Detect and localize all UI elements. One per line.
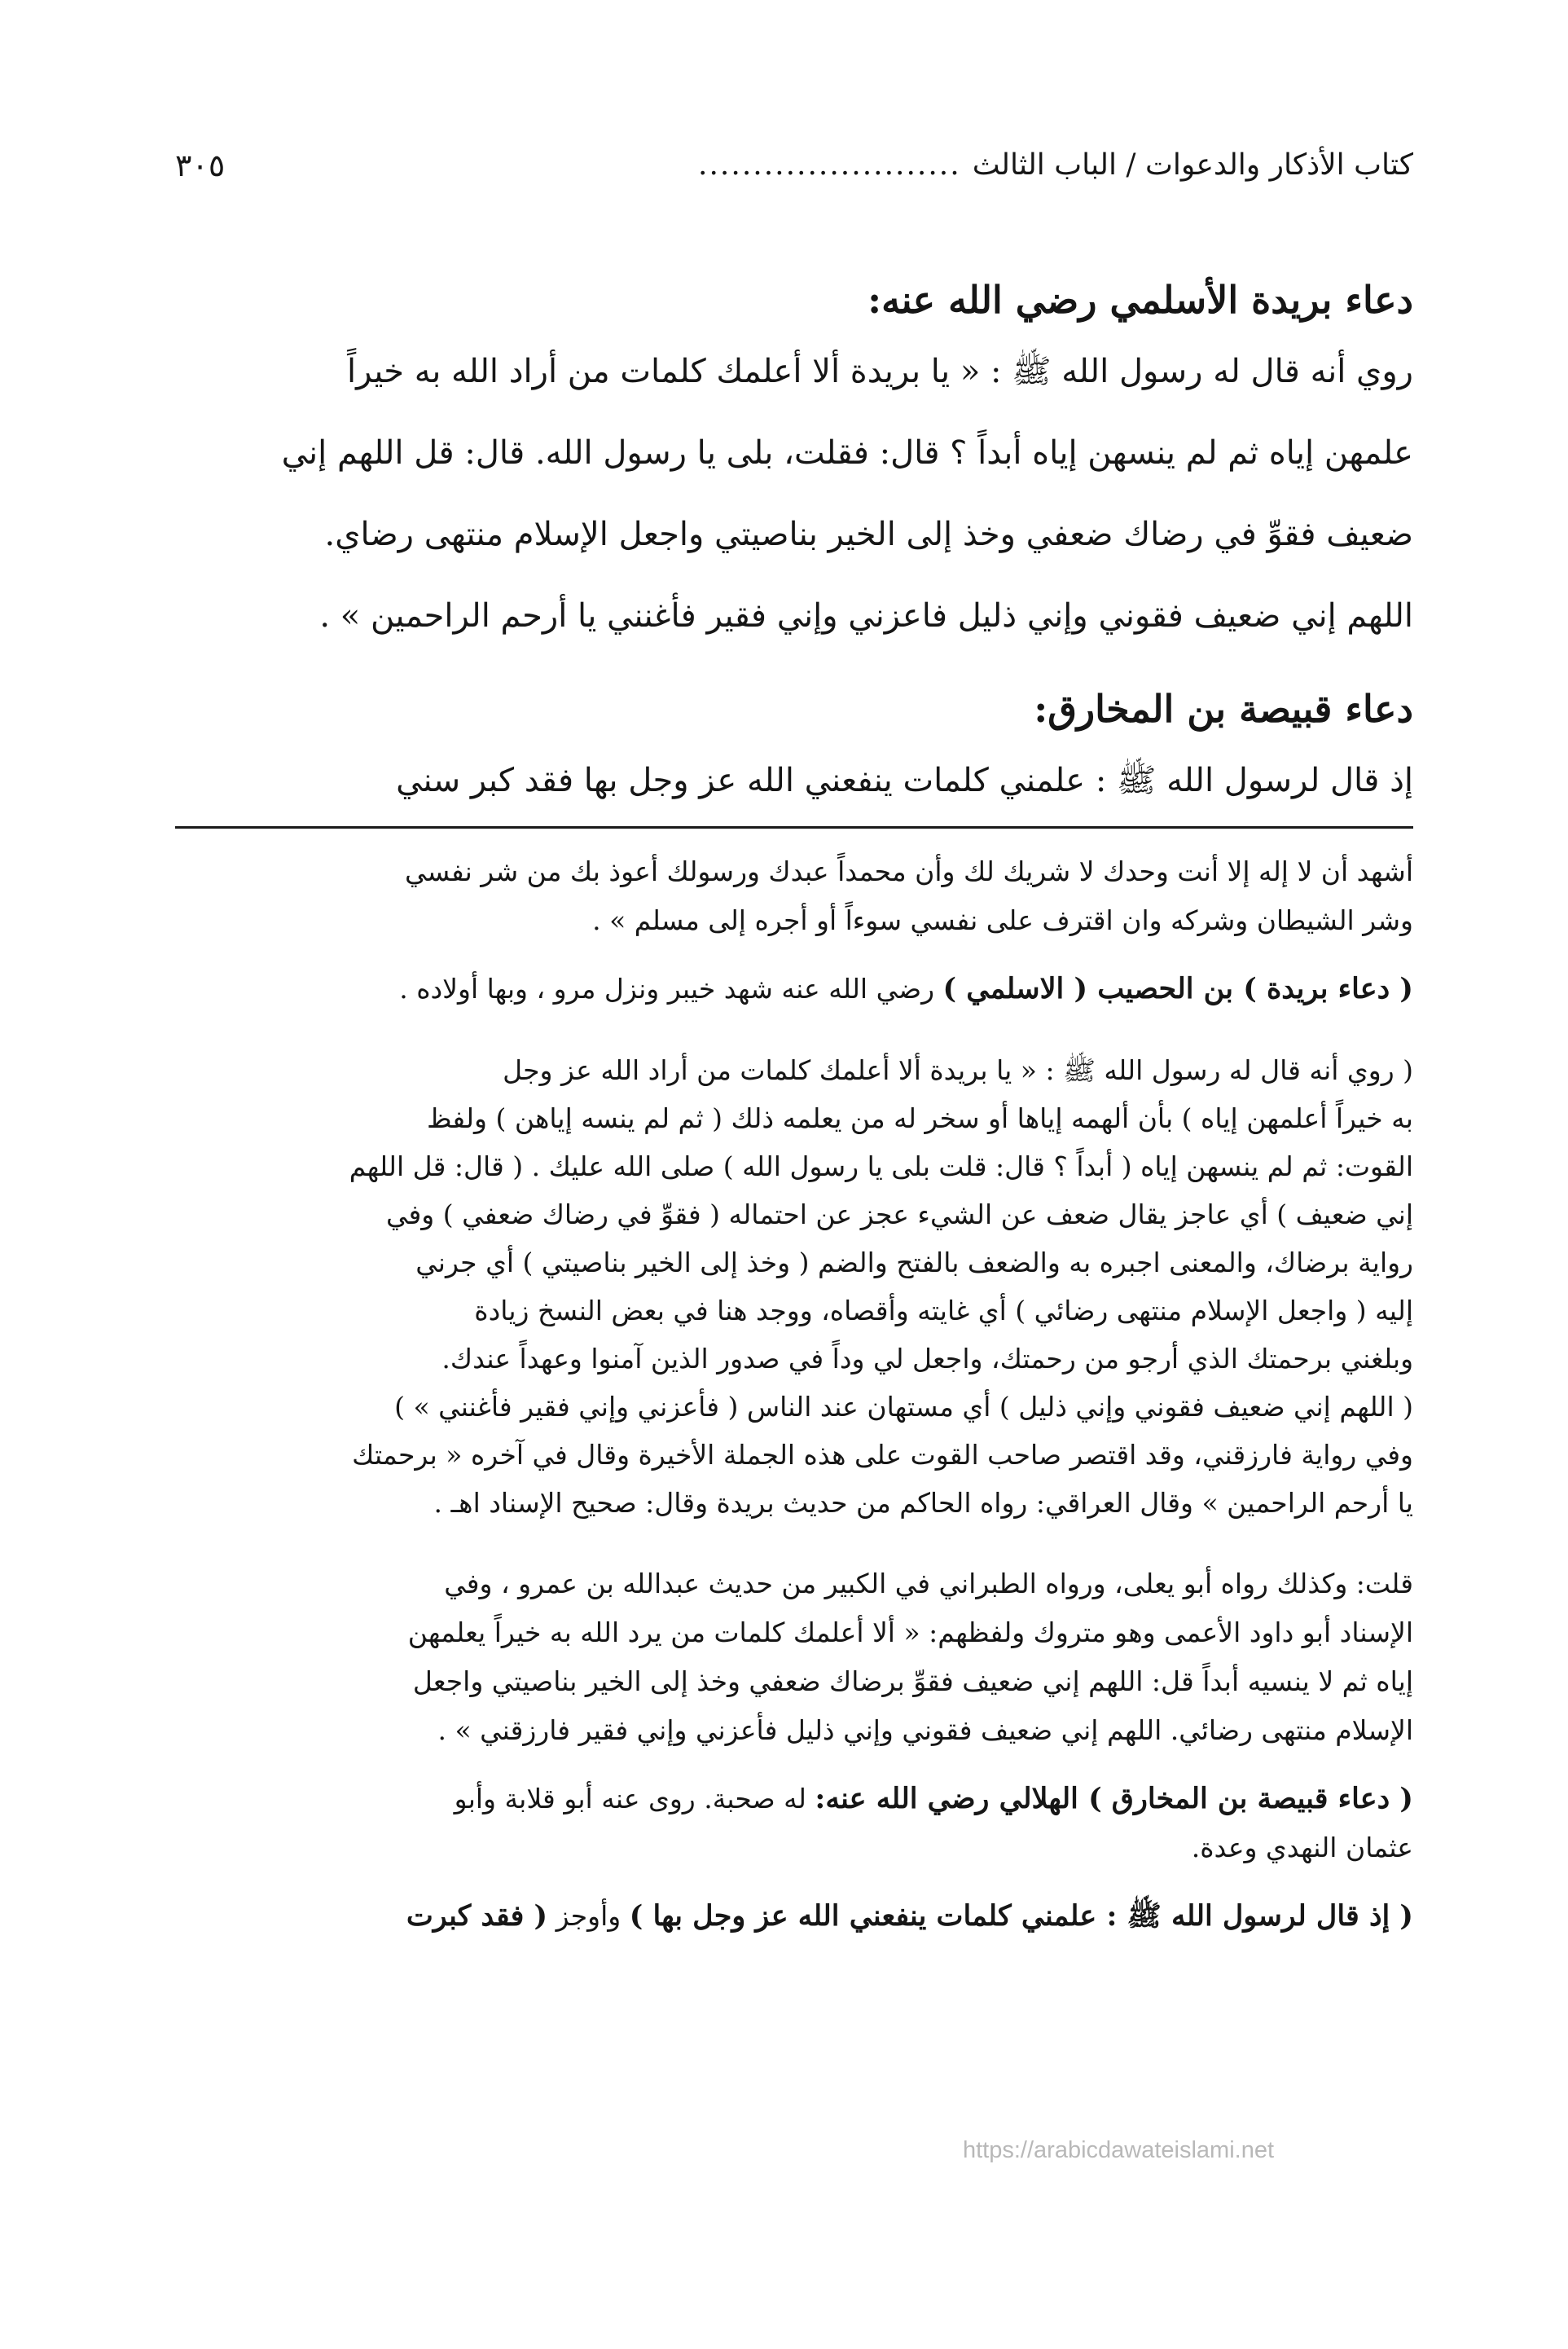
section-title-qabisa: دعاء قبيصة بن المخارق: <box>1034 687 1413 731</box>
commentary-paragraph <box>175 1046 1413 1527</box>
commentary-line: قلت: وكذلك رواه أبو يعلى، ورواه الطبراني في الكبير من حديث عبدالله بن عمرو ، وفي <box>444 1568 1413 1599</box>
commentary-line: الإسلام منتهى رضائي. اللهم إني ضعيف فقوني وإني ذليل فأعزني وإني فقير فارزقني » . <box>437 1714 1413 1746</box>
page-number: ٣٠٥ <box>175 147 226 183</box>
commentary-line: وبلغني برحمتك الذي أرجو من رحمتك، واجعل لي وداً في صدور الذين آمنوا وعهداً عندك. <box>441 1343 1413 1375</box>
running-header <box>175 137 1413 194</box>
bold-heading: ( دعاء بريدة ) بن الحصيب ( الاسلمي ) <box>942 972 1413 1005</box>
bold-quote: ( فقد كبرت <box>406 1899 548 1933</box>
commentary-block <box>175 847 1413 1941</box>
commentary-line: إياه ثم لا ينسيه أبداً قل: اللهم إني ضعيف فقوِّ برضاك ضعفي وخذ إلى الخير بناصيتي واجعل <box>412 1665 1413 1697</box>
header-title: كتاب الأذكار والدعوات / الباب الثالث <box>972 148 1413 182</box>
commentary-line: وفي رواية فارزقني، وقد اقتصر صاحب القوت على هذه الجملة الأخيرة وقال في آخره « برحمتك <box>352 1439 1413 1471</box>
watermark-url: https://arabicdawateislami.net <box>963 2137 1275 2163</box>
body-line: إذ قال لرسول الله ﷺ : علمني كلمات ينفعني الله عز وجل بها فقد كبر سني <box>396 762 1413 799</box>
line-mid: وأوجز <box>547 1900 630 1932</box>
body-line: ضعيف فقوِّ في رضاك ضعفي وخذ إلى الخير بناصيتي واجعل الإسلام منتهى رضاي. <box>324 516 1413 553</box>
commentary-line: وشر الشيطان وشركه وان اقترف على نفسي سوءاً أو أجره إلى مسلم » . <box>592 904 1413 936</box>
commentary-line: ( اللهم إني ضعيف فقوني وإني ذليل ) أي مستهان عند الناس ( فأعزني وإني فقير فأغنني » ) <box>394 1391 1413 1423</box>
heading-rest: رضي الله عنه شهد خيبر ونزل مرو ، وبها أولاده . <box>399 973 943 1005</box>
commentary-line: القوت: ثم لم ينسهن إياه ( أبداً ؟ قال: قلت بلى يا رسول الله ) صلى الله عليك . ( قال: قل اللهم <box>349 1150 1413 1182</box>
qultu-paragraph <box>175 1559 1413 1755</box>
bold-quote: ( إذ قال لرسول الله ﷺ : علمني كلمات ينفعني الله عز وجل بها ) <box>629 1899 1413 1933</box>
footnote-divider <box>175 826 1413 829</box>
commentary-line: إني ضعيف ) أي عاجز يقال ضعف عن الشيء عجز عن احتماله ( فقوِّ في رضاك ضعفي ) وفي <box>386 1199 1413 1230</box>
header-dots: ........................ <box>698 148 961 182</box>
commentary-heading-buraida <box>175 965 1413 1014</box>
section-title-buraida: دعاء بريدة الأسلمي رضي الله عنه: <box>867 278 1413 322</box>
commentary-line: به خيراً أعلمهن إياه ) بأن ألهمه إياها أو سخر له من يعلمه ذلك ( ثم لم ينسه إياهن ) ولفظ <box>426 1102 1413 1134</box>
body-line: روي أنه قال له رسول الله ﷺ : « يا بريدة ألا أعلمك كلمات من أراد الله به خيراً <box>347 353 1413 390</box>
commentary-line: ( روي أنه قال له رسول الله ﷺ : « يا بريدة ألا أعلمك كلمات من أراد الله عز وجل <box>503 1054 1413 1086</box>
commentary-last-line <box>175 1892 1413 1941</box>
body-line: علمهن إياه ثم لم ينسهن إياه أبداً ؟ قال: فقلت، بلى يا رسول الله. قال: قل اللهم إني <box>281 434 1413 472</box>
commentary-line: أشهد أن لا إله إلا أنت وحدك لا شريك لك وأن محمداً عبدك ورسولك أعوذ بك من شر نفسي <box>404 856 1413 887</box>
body-line: اللهم إني ضعيف فقوني وإني ذليل فاعزني وإني فقير فأغنني يا أرحم الراحمين » . <box>319 597 1413 635</box>
commentary-line: رواية برضاك، والمعنى اجبره به والضعف بالفتح والضم ( وخذ إلى الخير بناصيتي ) أي جرني <box>415 1247 1413 1278</box>
bold-heading: ( دعاء قبيصة بن المخارق ) الهلالي رضي الله عنه: <box>815 1782 1413 1815</box>
commentary-line: إليه ( واجعل الإسلام منتهى رضائي ) أي غايته وأقصاه، ووجد هنا في بعض النسخ زيادة <box>474 1295 1413 1326</box>
commentary-heading-qabisa <box>175 1775 1413 1823</box>
commentary-line: الإسناد أبو داود الأعمى وهو متروك ولفظهم: « ألا أعلمك كلمات من يرد الله به خيراً يعلمهن <box>407 1617 1413 1648</box>
main-text <box>175 269 1413 821</box>
commentary-line: يا أرحم الراحمين » وقال العراقي: رواه الحاكم من حديث بريدة وقال: صحيح الإسناد اهـ . <box>433 1487 1413 1519</box>
heading-rest: له صحبة. روى عنه أبو قلابة وأبو <box>454 1783 815 1815</box>
commentary-line: عثمان النهدي وعدة. <box>1191 1832 1413 1863</box>
